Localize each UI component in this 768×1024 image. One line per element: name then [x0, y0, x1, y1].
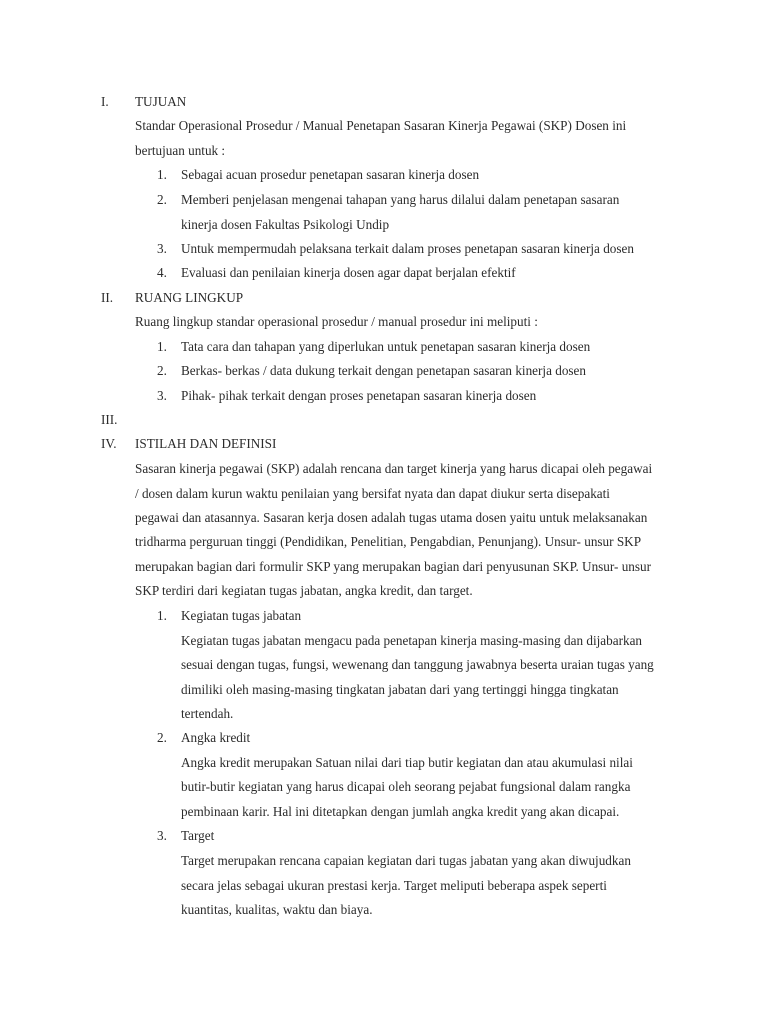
list-item-text: Target merupakan rencana capaian kegiatan dari tugas jabatan yang akan diwujudkan: [181, 853, 631, 868]
list-number: 3.: [157, 828, 167, 843]
section-numeral: II.: [101, 290, 114, 305]
list-item-text: Untuk mempermudah pelaksana terkait dalam proses penetapan sasaran kinerja dosen: [181, 241, 634, 256]
list-item-text: kuantitas, kualitas, waktu dan biaya.: [181, 902, 373, 917]
list-number: 1.: [157, 167, 167, 182]
list-item-text: dimiliki oleh masing-masing tingkatan jabatan dari yang tertinggi hingga tingkatan: [181, 682, 619, 697]
list-item-text: secara jelas sebagai ukuran prestasi kerja. Target meliputi beberapa aspek seperti: [181, 878, 607, 893]
list-item-text: pembinaan karir. Hal ini ditetapkan dengan jumlah angka kredit yang akan dicapai.: [181, 804, 620, 819]
list-item-text: sesuai dengan tugas, fungsi, wewenang dan tanggung jawabnya beserta uraian tugas yang: [181, 657, 654, 672]
list-number: 4.: [157, 265, 167, 280]
list-item-title: Kegiatan tugas jabatan: [181, 608, 302, 623]
list-number: 2.: [157, 730, 167, 745]
list-number: 3.: [157, 388, 167, 403]
paragraph-line: Standar Operasional Prosedur / Manual Penetapan Sasaran Kinerja Pegawai (SKP) Dosen ini: [135, 118, 627, 133]
paragraph-line: tridharma perguruan tinggi (Pendidikan, Penelitian, Pengabdian, Penunjang). Unsur- unsur SKP: [135, 534, 642, 549]
section-heading: TUJUAN: [135, 94, 187, 109]
list-item-text: Evaluasi dan penilaian kinerja dosen agar dapat berjalan efektif: [181, 265, 516, 280]
paragraph-line: pegawai dan atasannya. Sasaran kerja dosen adalah tugas utama dosen yaitu untuk melaksanakan: [135, 510, 648, 525]
list-item-text: Angka kredit merupakan Satuan nilai dari tiap butir kegiatan dan atau akumulasi nilai: [181, 755, 633, 770]
list-item-text: kinerja dosen Fakultas Psikologi Undip: [181, 217, 390, 232]
paragraph-line: Sasaran kinerja pegawai (SKP) adalah rencana dan target kinerja yang harus dicapai oleh pegawai: [135, 461, 653, 476]
section-heading: RUANG LINGKUP: [135, 290, 244, 305]
list-number: 1.: [157, 339, 167, 354]
list-item-text: Sebagai acuan prosedur penetapan sasaran kinerja dosen: [181, 167, 480, 182]
list-item-text: Berkas- berkas / data dukung terkait dengan penetapan sasaran kinerja dosen: [181, 363, 586, 378]
list-item-text: butir-butir kegiatan yang harus dicapai oleh seorang pejabat fungsional dalam rangka: [181, 779, 631, 794]
section-numeral: IV.: [101, 436, 117, 451]
section-heading: ISTILAH DAN DEFINISI: [135, 436, 277, 451]
list-item-text: Pihak- pihak terkait dengan proses penetapan sasaran kinerja dosen: [181, 388, 537, 403]
list-item-text: tertendah.: [181, 706, 234, 721]
paragraph-line: / dosen dalam kurun waktu penilaian yang bersifat nyata dan dapat diukur serta disepakati: [135, 486, 610, 501]
section-numeral: III.: [101, 412, 118, 427]
paragraph-line: merupakan bagian dari formulir SKP yang merupakan bagian dari penyusunan SKP. Unsur- unsur: [135, 559, 652, 574]
paragraph-line: SKP terdiri dari kegiatan tugas jabatan, angka kredit, dan target.: [135, 583, 473, 598]
paragraph-line: bertujuan untuk :: [135, 143, 226, 158]
section-numeral: I.: [101, 94, 109, 109]
paragraph-line: Ruang lingkup standar operasional prosedur / manual prosedur ini meliputi :: [135, 314, 538, 329]
list-number: 3.: [157, 241, 167, 256]
list-item-text: Memberi penjelasan mengenai tahapan yang harus dilalui dalam penetapan sasaran: [181, 192, 620, 207]
list-item-title: Target: [181, 828, 215, 843]
list-number: 2.: [157, 363, 167, 378]
list-item-text: Kegiatan tugas jabatan mengacu pada penetapan kinerja masing-masing dan dijabarkan: [181, 633, 643, 648]
list-number: 2.: [157, 192, 167, 207]
list-number: 1.: [157, 608, 167, 623]
list-item-title: Angka kredit: [181, 730, 251, 745]
list-item-text: Tata cara dan tahapan yang diperlukan untuk penetapan sasaran kinerja dosen: [181, 339, 591, 354]
